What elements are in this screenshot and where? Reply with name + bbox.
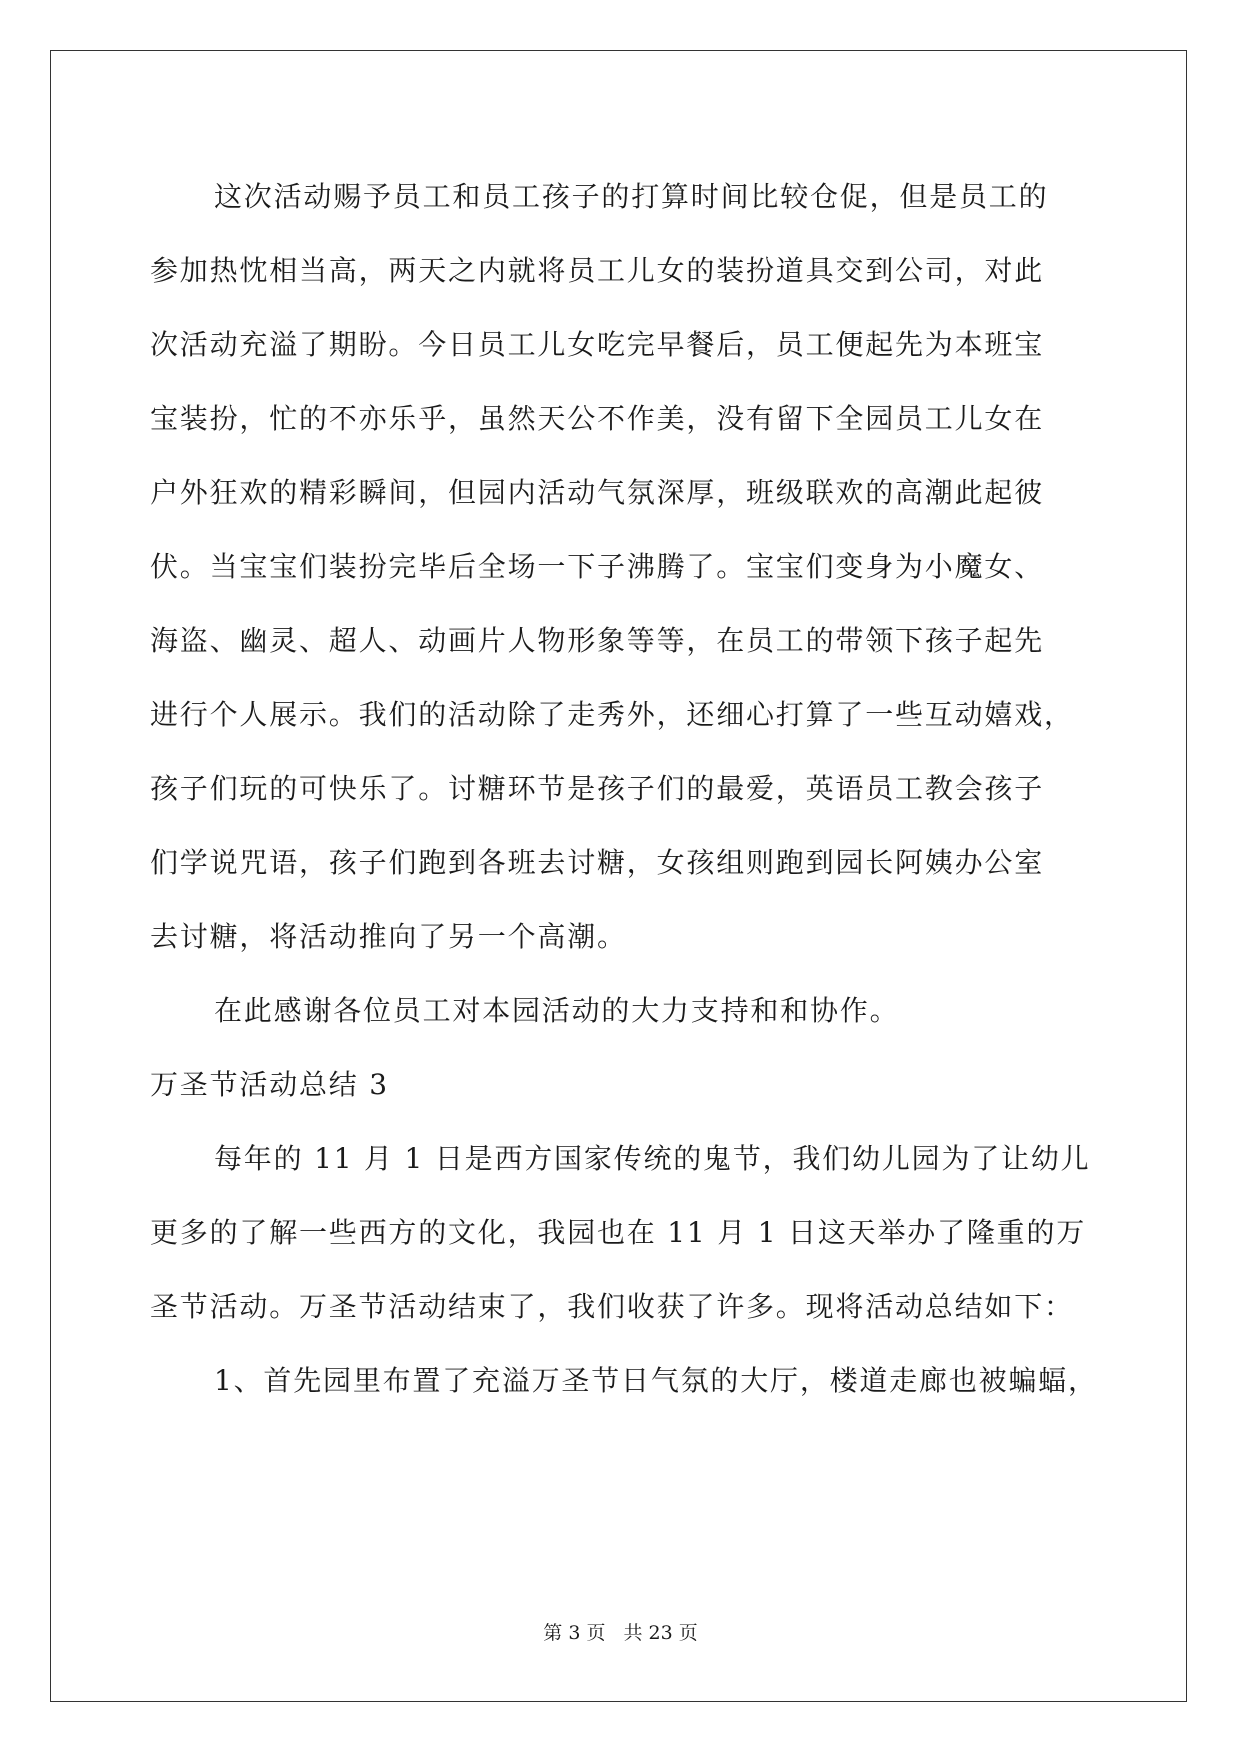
paragraph-line: 去讨糖，将活动推向了另一个高潮。 <box>150 920 627 953</box>
paragraph-line: 海盗、幽灵、超人、动画片人物形象等等，在员工的带领下孩子起先 <box>150 624 1045 657</box>
paragraph-line: 伏。当宝宝们装扮完毕后全场一下子沸腾了。宝宝们变身为小魔女、 <box>150 550 1045 583</box>
paragraph-line: 每年的 11 月 1 日是西方国家传统的鬼节，我们幼儿园为了让幼儿 <box>214 1142 1091 1175</box>
paragraph-line: 更多的了解一些西方的文化，我园也在 11 月 1 日这天举办了隆重的万 <box>150 1216 1087 1249</box>
paragraph-line: 户外狂欢的精彩瞬间，但园内活动气氛深厚，班级联欢的高潮此起彼 <box>150 476 1045 509</box>
paragraph-line: 孩子们玩的可快乐了。讨糖环节是孩子们的最爱，英语员工教会孩子 <box>150 772 1045 805</box>
paragraph-line: 1、首先园里布置了充溢万圣节日气氛的大厅，楼道走廊也被蝙蝠， <box>214 1364 1098 1397</box>
paragraph-line: 宝装扮，忙的不亦乐乎，虽然天公不作美，没有留下全园员工儿女在 <box>150 402 1045 435</box>
paragraph-line: 在此感谢各位员工对本园活动的大力支持和和协作。 <box>214 994 900 1027</box>
page-footer <box>0 1618 1241 1645</box>
paragraph-line: 进行个人展示。我们的活动除了走秀外，还细心打算了一些互动嬉戏， <box>150 698 1074 731</box>
paragraph-line: 次活动充溢了期盼。今日员工儿女吃完早餐后，员工便起先为本班宝 <box>150 328 1045 361</box>
page-total: 共 23 页 <box>623 1622 698 1644</box>
paragraph-line: 们学说咒语，孩子们跑到各班去讨糖，女孩组则跑到园长阿姨办公室 <box>150 846 1045 879</box>
document-body <box>150 160 1098 1418</box>
paragraph-line: 参加热忱相当高，两天之内就将员工儿女的装扮道具交到公司，对此 <box>150 254 1045 287</box>
paragraph-line: 圣节活动。万圣节活动结束了，我们收获了许多。现将活动总结如下： <box>150 1290 1074 1323</box>
page-number: 第 3 页 <box>543 1622 606 1644</box>
section-heading: 万圣节活动总结 3 <box>150 1068 389 1101</box>
paragraph-line: 这次活动赐予员工和员工孩子的打算时间比较仓促，但是员工的 <box>214 180 1049 213</box>
